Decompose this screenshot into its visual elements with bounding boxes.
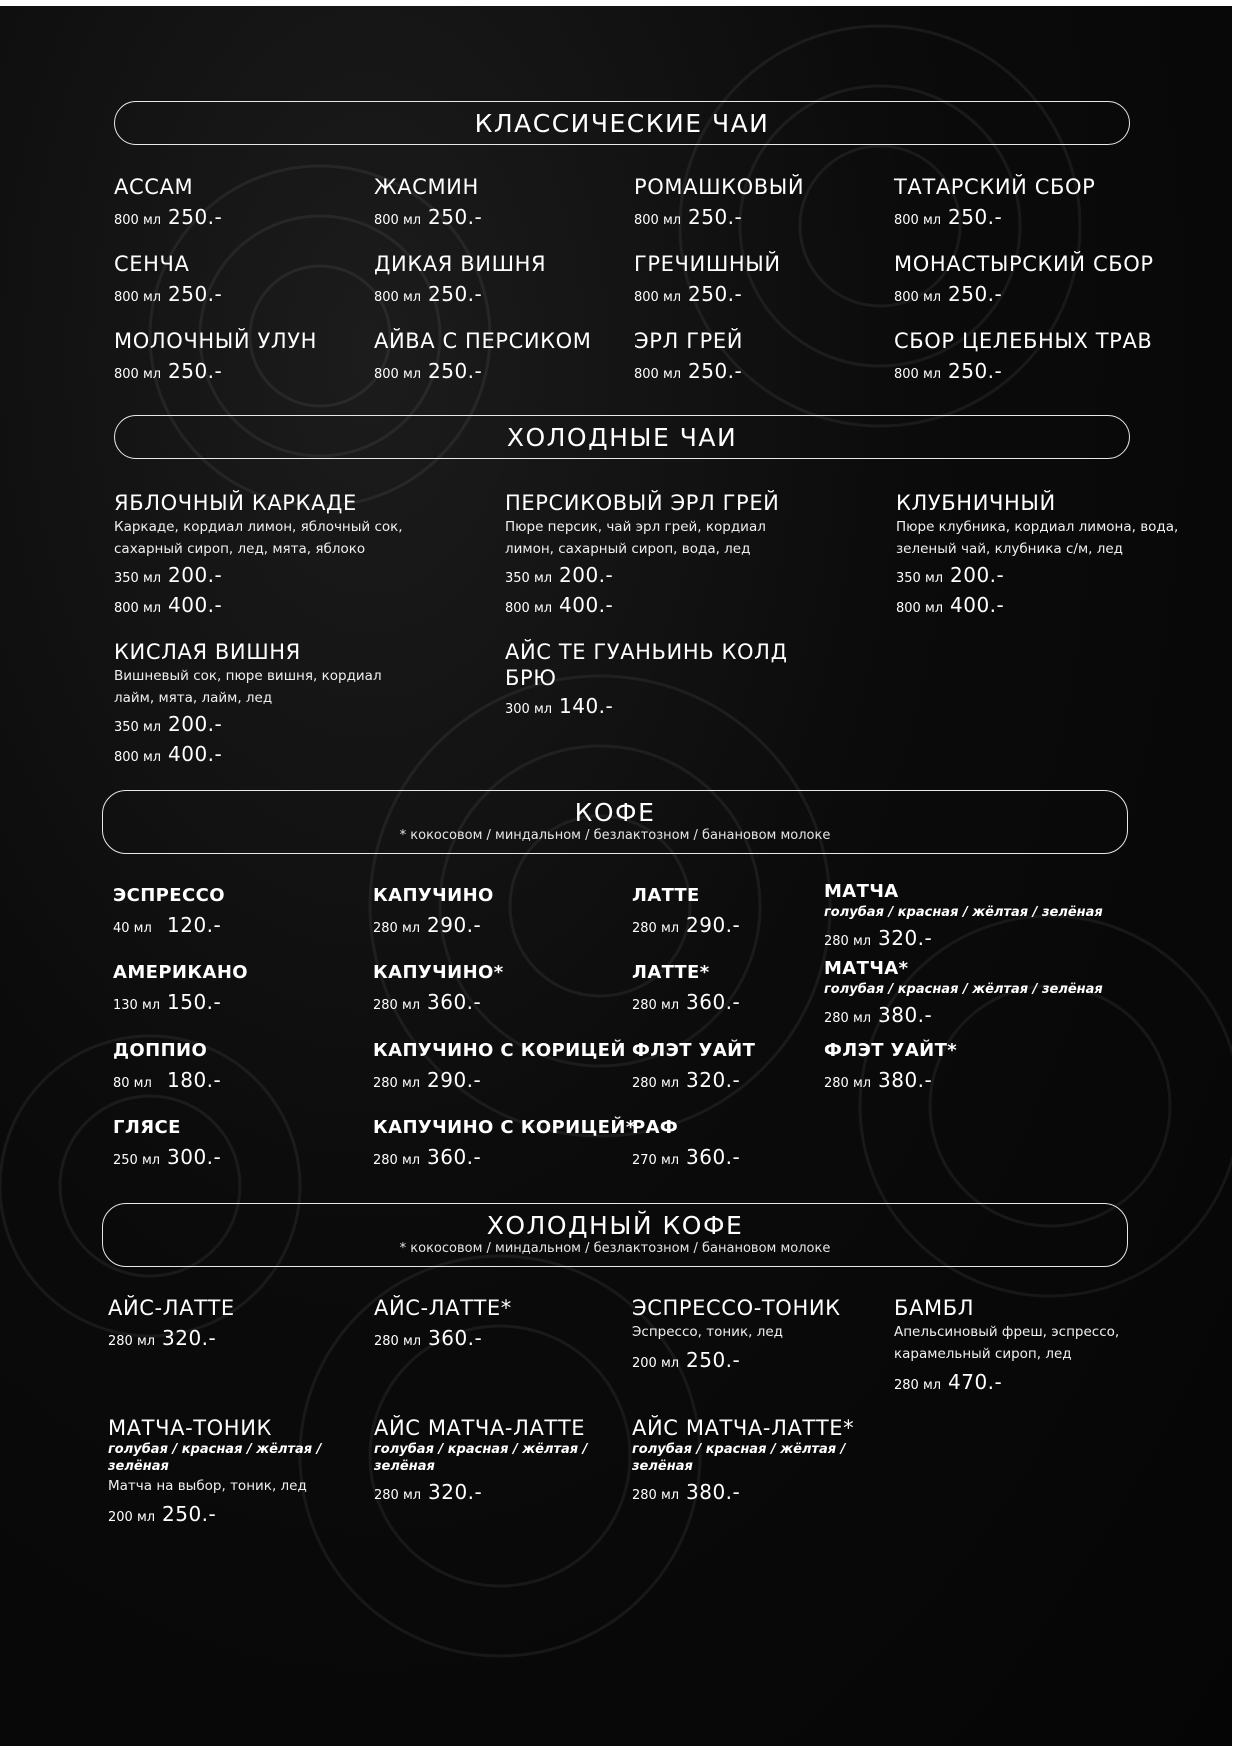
item-description: Каркаде, кордиал лимон, яблочный сок, сахарный сироп, лед, мята, яблоко [114,519,403,557]
menu-item [108,1295,343,1355]
item-description: Пюре персик, чай эрл грей, кордиал лимон, сахарный сироп, вода, лед [505,519,766,557]
price: 250.- [948,359,1003,383]
price: 380.- [686,1480,741,1504]
menu-item [632,1295,867,1377]
price-row [113,989,248,1019]
variant-options: голубая / красная / жёлтая / зелёная [824,982,1103,997]
volume: 350 мл [896,571,944,586]
item-name: ЛАТТЕ [632,885,700,906]
milk-note: * кокосовом / миндальном / безлактозном / банановом молоке [399,828,831,843]
price: 250.- [168,282,223,306]
volume: 800 мл [114,290,162,305]
item-name: СЕНЧА [114,252,190,276]
item-name: РАФ [632,1117,679,1138]
item-description: Матча на выбор, тоник, лед [108,1478,307,1494]
price-row [632,989,740,1019]
price-row [374,1479,609,1509]
menu-item [505,490,835,622]
price-row [374,358,592,388]
section-title: ХОЛОДНЫЕ ЧАИ [506,423,738,452]
item-name: МОЛОЧНЫЙ УЛУН [114,329,318,353]
price-row [374,204,482,234]
menu-item [824,957,1103,1032]
menu-item [632,1039,755,1097]
item-description: Пюре клубника, кордиал лимона, вода, зеленый чай, клубника с/м, лед [896,519,1179,557]
price-row [894,1369,1129,1399]
price-row [373,989,504,1019]
item-name: КАПУЧИНО С КОРИЦЕЙ [373,1040,626,1061]
volume: 280 мл [824,1011,872,1026]
item-name: МАТЧА* [824,958,909,979]
volume: 280 мл [108,1334,156,1349]
item-description: Эспрессо, тоник, лед [632,1324,783,1340]
price: 360.- [428,1326,483,1350]
price-row [505,562,835,592]
item-description: Апельсиновый фреш, эспрессо, карамельный сироп, лед [894,1324,1120,1362]
volume: 250 мл [113,1153,161,1168]
item-name: ЖАСМИН [374,175,479,199]
price-row [373,1144,636,1174]
volume: 200 мл [632,1356,680,1371]
price: 300.- [167,1145,222,1169]
volume: 350 мл [114,720,162,735]
volume: 40 мл [113,921,152,936]
menu-item [894,251,1154,311]
volume: 280 мл [632,1076,680,1091]
item-name: ФЛЭТ УАЙТ* [824,1040,958,1061]
volume: 280 мл [373,1076,421,1091]
price: 200.- [168,563,223,587]
price: 400.- [950,593,1005,617]
price-row [373,1067,626,1097]
menu-item [634,251,781,311]
volume: 280 мл [632,921,680,936]
volume: 270 мл [632,1153,680,1168]
price-row [824,1067,957,1097]
volume: 300 мл [505,702,553,717]
price: 180.- [167,1068,222,1092]
volume: 800 мл [634,290,682,305]
price-row [114,711,444,741]
price: 380.- [878,1003,933,1027]
price-row [113,912,225,942]
volume: 800 мл [894,367,942,382]
price-row [113,1144,221,1174]
price-row [108,1325,343,1355]
menu-item [894,1295,1129,1399]
volume: 800 мл [374,213,422,228]
volume: 800 мл [114,213,162,228]
price: 200.- [168,712,223,736]
volume: 800 мл [114,367,162,382]
item-name: АССАМ [114,175,194,199]
menu-item [114,639,444,771]
price-row [114,592,444,622]
menu-item [374,251,546,311]
menu-item [632,884,740,942]
volume: 280 мл [373,998,421,1013]
item-name: МАТЧА-ТОНИК [108,1416,273,1440]
price: 140.- [559,694,614,718]
item-name: КИСЛАЯ ВИШНЯ [114,640,301,664]
price: 250.- [168,359,223,383]
milk-note: * кокосовом / миндальном / безлактозном / банановом молоке [399,1241,831,1256]
price: 290.- [427,1068,482,1092]
menu-item [824,880,1103,955]
volume: 800 мл [634,367,682,382]
volume: 800 мл [505,601,553,616]
menu-item [113,961,248,1019]
price: 320.- [162,1326,217,1350]
item-name: БАМБЛ [894,1296,975,1320]
price-row [505,592,835,622]
price: 200.- [559,563,614,587]
price: 250.- [168,205,223,229]
price: 250.- [162,1502,217,1526]
item-name: ЛАТТЕ* [632,962,710,983]
section-header-classic-tea [114,101,1130,145]
menu-sheet [0,6,1232,1746]
menu-item [113,884,225,942]
volume: 280 мл [373,921,421,936]
item-name: КЛУБНИЧНЫЙ [896,491,1056,515]
item-name: КАПУЧИНО [373,885,494,906]
price: 400.- [559,593,614,617]
menu-item [114,328,317,388]
menu-item [108,1415,343,1531]
price-row [114,562,444,592]
volume: 800 мл [114,601,162,616]
price-row [114,741,444,771]
volume: 200 мл [108,1510,156,1525]
menu-item [113,1039,221,1097]
item-name: АЙВА С ПЕРСИКОМ [374,329,592,353]
price-row [632,912,740,942]
volume: 800 мл [374,367,422,382]
price: 250.- [688,282,743,306]
price-row [632,1479,867,1509]
item-name: МАТЧА [824,881,899,902]
price-row [896,592,1226,622]
menu-item [505,639,835,723]
item-name: КАПУЧИНО С КОРИЦЕЙ* [373,1117,636,1138]
menu-item [632,1116,740,1174]
price: 250.- [428,205,483,229]
price-row [894,204,1095,234]
volume: 800 мл [896,601,944,616]
item-name: АЙС-ЛАТТЕ* [374,1296,512,1320]
item-name: ГРЕЧИШНЫЙ [634,252,781,276]
item-name: ПЕРСИКОВЫЙ ЭРЛ ГРЕЙ [505,491,780,515]
price: 380.- [878,1068,933,1092]
item-name: ЭРЛ ГРЕЙ [634,329,744,353]
price-row [374,281,546,311]
price: 360.- [686,1145,741,1169]
volume: 350 мл [114,571,162,586]
volume: 130 мл [113,998,161,1013]
item-name: АЙС МАТЧА-ЛАТТЕ* [632,1416,855,1440]
item-name: АЙС ТЕ ГУАНЬИНЬ КОЛД БРЮ [505,640,788,690]
price: 290.- [686,913,741,937]
price: 320.- [878,926,933,950]
menu-item [114,251,222,311]
item-name: РОМАШКОВЫЙ [634,175,805,199]
price-row [632,1067,755,1097]
item-name: КАПУЧИНО* [373,962,504,983]
price-row [634,204,804,234]
item-description: Вишневый сок, пюре вишня, кордиал лайм, мята, лайм, лед [114,668,382,706]
menu-item [894,328,1152,388]
price: 250.- [688,205,743,229]
item-name: ЯБЛОЧНЫЙ КАРКАДЕ [114,491,357,515]
price: 400.- [168,742,223,766]
menu-item [632,961,740,1019]
volume: 80 мл [113,1076,152,1091]
price: 250.- [428,359,483,383]
price: 150.- [167,990,222,1014]
section-title: КЛАССИЧЕСКИЕ ЧАИ [474,109,770,138]
price: 470.- [948,1370,1003,1394]
volume: 800 мл [894,213,942,228]
variant-options: голубая / красная / жёлтая / зелёная [824,905,1103,920]
volume: 280 мл [632,1488,680,1503]
section-title: КОФЕ [574,798,656,827]
menu-item [114,490,444,622]
price-row [114,358,317,388]
price-row [632,1347,867,1377]
menu-item [373,1039,626,1097]
item-name: МОНАСТЫРСКИЙ СБОР [894,252,1154,276]
volume: 800 мл [374,290,422,305]
price: 250.- [948,282,1003,306]
section-header-coffee [102,790,1128,854]
price-row [374,1325,609,1355]
price-row [373,912,494,942]
item-name: ДИКАЯ ВИШНЯ [374,252,547,276]
section-header-cold-coffee [102,1203,1128,1267]
variant-options: голубая / красная / жёлтая / зелёная [374,1442,588,1474]
price: 250.- [428,282,483,306]
menu-item [373,961,504,1019]
price-row [894,358,1152,388]
menu-item [374,174,482,234]
volume: 280 мл [373,1153,421,1168]
price-row [632,1144,740,1174]
variant-options: голубая / красная / жёлтая / зелёная [632,1442,846,1474]
item-name: АМЕРИКАНО [113,962,249,983]
price: 320.- [686,1068,741,1092]
menu-item [114,174,222,234]
price: 120.- [167,913,222,937]
volume: 280 мл [374,1334,422,1349]
menu-item [113,1116,221,1174]
price: 250.- [688,359,743,383]
price: 250.- [948,205,1003,229]
price-row [113,1067,221,1097]
volume: 280 мл [894,1378,942,1393]
volume: 800 мл [894,290,942,305]
price-row [114,281,222,311]
menu-item [374,1415,609,1509]
menu-item [634,174,804,234]
menu-item [632,1415,867,1509]
item-name: АЙС-ЛАТТЕ [108,1296,235,1320]
section-title: ХОЛОДНЫЙ КОФЕ [486,1211,744,1240]
volume: 280 мл [374,1488,422,1503]
price-row [634,281,781,311]
menu-item [373,884,494,942]
item-name: ДОППИО [113,1040,208,1061]
price: 200.- [950,563,1005,587]
price-row [896,562,1226,592]
volume: 350 мл [505,571,553,586]
price-row [634,358,743,388]
price: 320.- [428,1480,483,1504]
menu-item [634,328,743,388]
price: 250.- [686,1348,741,1372]
price: 360.- [686,990,741,1014]
price: 360.- [427,1145,482,1169]
item-name: ТАТАРСКИЙ СБОР [894,175,1096,199]
price-row [505,693,835,723]
menu-item [373,1116,636,1174]
price-row [824,1002,1103,1032]
menu-item [896,490,1226,622]
volume: 280 мл [824,1076,872,1091]
item-name: АЙС МАТЧА-ЛАТТЕ [374,1416,586,1440]
variant-options: голубая / красная / жёлтая / зелёная [108,1442,322,1474]
price: 400.- [168,593,223,617]
volume: 800 мл [114,750,162,765]
item-name: ФЛЭТ УАЙТ [632,1040,756,1061]
volume: 800 мл [634,213,682,228]
item-name: ЭСПРЕССО [113,885,225,906]
item-name: ЭСПРЕССО-ТОНИК [632,1296,841,1320]
price-row [894,281,1154,311]
section-header-cold-tea [114,415,1130,459]
menu-item [894,174,1095,234]
item-name: ГЛЯСЕ [113,1117,181,1138]
price-row [824,925,1103,955]
volume: 280 мл [824,934,872,949]
menu-item [374,1295,609,1355]
price: 360.- [427,990,482,1014]
menu-item [374,328,592,388]
price-row [114,204,222,234]
price-row [108,1501,343,1531]
price: 290.- [427,913,482,937]
menu-item [824,1039,957,1097]
item-name: СБОР ЦЕЛЕБНЫХ ТРАВ [894,329,1153,353]
volume: 280 мл [632,998,680,1013]
